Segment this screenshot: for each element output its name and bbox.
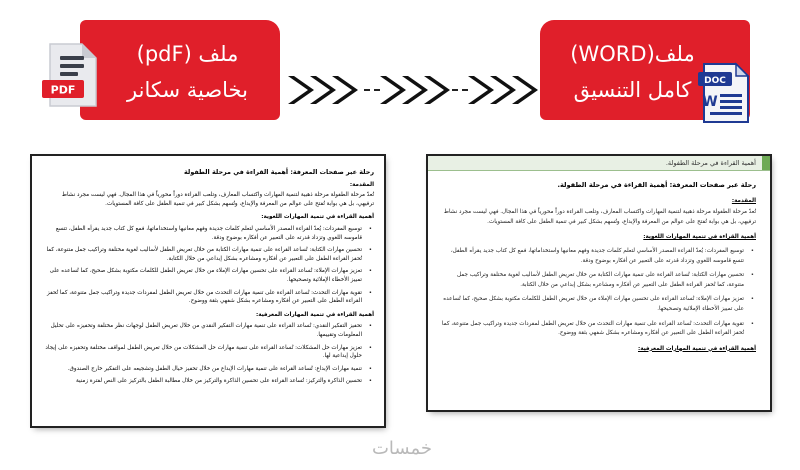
word-card-line2: كامل التنسيق (573, 78, 692, 102)
pdf-card-text (100, 36, 275, 108)
pdf-doc-section1: أهمية القراءة في تنمية المهارات اللغوية: (261, 214, 374, 221)
word-doc-intro-text: تُعدّ مرحلة الطفولة مرحلة ذهبية لتنمية المهارات واكتساب المعارف، وتلعب القراءة دوراً محورياً في هذا المجال. فهي ليست مجرد نشاط ترفيهي، بل هي بوابة تُفتح على عوالم من المعرفة والإبداع، وتُسهم بشكل كبير في تنمية الطفل على كافة المستويات. (443, 209, 756, 225)
doc-icon-label: DOC (704, 76, 726, 86)
word-doc-item: • تحسين مهارات الكتابة: تُساعد القراءة على تنمية مهارات الكتابة من خلال تعريض الطفل لأساليب لغوية مختلفة وتراكيب جمل متنوعة، كما تُحفز القراءة الطفل على التعبير عن أفكاره ومشاعره بشكل إبداعي من خلال الكتابة. (440, 271, 756, 290)
pdf-card (80, 20, 280, 120)
pdf-doc-section2: أهمية القراءة في تنمية المهارات المعرفية: (256, 311, 374, 318)
word-card-line1: ملف(WORD) (570, 42, 695, 66)
pdf-doc-item: • تحفيز التفكير النقدي: تُساعد القراءة على تنمية مهارات التفكير النقدي من خلال تعريض الطفل لوجهات نظر مختلفة وتحفيزه على تحليل المعلومات وتقييمها. (44, 322, 374, 339)
word-doc-item: • تقوية مهارات التحدث: تُساعد القراءة على تنمية مهارات التحدث من خلال تعريض الطفل لمفردات جديدة وتراكيب جمل متنوعة، كما تُحفز القراءة الطفل على التعبير عن أفكاره ومشاعره بشكل شفهي بثقة ووضوح. (440, 320, 756, 339)
pdf-icon-label: PDF (50, 83, 76, 97)
pdf-document-preview (32, 156, 384, 426)
word-card-text (550, 36, 718, 110)
word-doc-section1: أهمية القراءة في تنمية المهارات اللغوية: (643, 234, 756, 241)
pdf-doc-item: • تحسين الذاكرة والتركيز: تُساعد القراءة على تحسين الذاكرة والتركيز من خلال مطالبة الطفل بالتركيز على النص لفترة زمنية (44, 377, 374, 386)
arrow-group-1 (286, 72, 364, 108)
pdf-doc-item: • تعزيز مهارات الإملاء: تُساعد القراءة على تحسين مهارات الإملاء من خلال تعريض الطفل للكلمات مكتوبة بشكل صحيح، كما تُساعده على تمييز الأخطاء الإملائية وتصحيحها. (44, 267, 374, 284)
word-doc-item: • توسيع المفردات: يُعدّ القراءة المصدر الأساسي لتعلم كلمات جديدة وفهم معانيها واستخداماتها، فمع كل كتاب جديد يقرأه الطفل، تتسع قاموسه اللغوي وتزداد قدرته على التعبير عن أفكاره بوضوح ودقة. (440, 247, 756, 266)
word-document-preview (428, 156, 770, 410)
pdf-doc-item: • تنمية مهارات الإبداع: تُساعد القراءة على تنمية مهارات الإبداع من خلال تحفيز خيال الطفل وتشجيعه على التفكير خارج الصندوق. (44, 365, 374, 374)
pdf-doc-title: رحلة عبر صفحات المعرفة: أهمية القراءة في مرحلة الطفولة (184, 168, 374, 176)
word-doc-header: أهمية القراءة في مرحلة الطفولة. (428, 156, 770, 171)
khamsat-watermark: خمسات (371, 438, 433, 459)
pdf-card-line2: بخاصية سكانر (127, 78, 248, 102)
pdf-doc-intro-text: تُعدّ مرحلة الطفولة مرحلة ذهبية لتنمية المهارات واكتساب المعارف، وتلعب القراءة دوراً محورياً في هذا المجال. فهي ليست مجرد نشاط ترفيهي، بل هي بوابة تُفتح على عوالم من المعرفة والإبداع، وتُسهم بشكل كبير في تنمية الطفل على كافة المستويات. (61, 192, 374, 207)
pdf-doc-item: • تعزيز مهارات حل المشكلات: تُساعد القراءة على تنمية مهارات حل المشكلات من خلال تعريض الطفل لمواقف مختلفة وتحفيزه على إيجاد حلول إبداعية لها. (44, 344, 374, 361)
arrow-group-2 (378, 72, 456, 108)
pdf-doc-intro-heading: المقدمة: (349, 181, 374, 188)
word-doc-section2: أهمية القراءة في تنمية المهارات المعرفية: (638, 345, 756, 352)
word-doc-item: • تعزيز مهارات الإملاء: تُساعد القراءة على تحسين مهارات الإملاء من خلال تعريض الطفل للكلمات مكتوبة بشكل صحيح، كما تُساعده على تمييز الأخطاء الإملائية وتصحيحها. (440, 295, 756, 314)
pdf-doc-item: • تحسين مهارات الكتابة: تُساعد القراءة على تنمية مهارات الكتابة من خلال تعريض الطفل لأساليب لغوية مختلفة وتراكيب جمل متنوعة، كما تُحفز القراءة الطفل على التعبير عن أفكاره ومشاعره بشكل إبداعي من خلال الكتابة. (44, 246, 374, 263)
word-w-label: W (702, 94, 718, 110)
word-doc-intro-heading: المقدمة: (731, 197, 756, 204)
arrow-group-3 (466, 72, 544, 108)
doc-file-icon (696, 62, 752, 124)
pdf-doc-item: • تقوية مهارات التحدث: تُساعد القراءة على تنمية مهارات التحدث من خلال تعريض الطفل لمفردات جديدة وتراكيب جمل متنوعة، كما تُحفز القراءة الطفل على التعبير عن أفكاره ومشاعره بشكل شفهي بثقة ووضوح. (44, 289, 374, 306)
pdf-card-line1: ملف (pdF) (136, 42, 239, 66)
pdf-file-icon (42, 42, 100, 110)
word-doc-title: رحلة عبر صفحات المعرفة: أهمية القراءة في مرحلة الطفولة. (557, 181, 756, 189)
pdf-doc-item: • توسيع المفردات: يُعدّ القراءة المصدر الأساسي لتعلم كلمات جديدة وفهم معانيها واستخداماتها، فمع كل كتاب جديد يقرأه الطفل، تتسع قاموسه اللغوي وتزداد قدرته على التعبير عن أفكاره بوضوح ودقة. (44, 225, 374, 242)
